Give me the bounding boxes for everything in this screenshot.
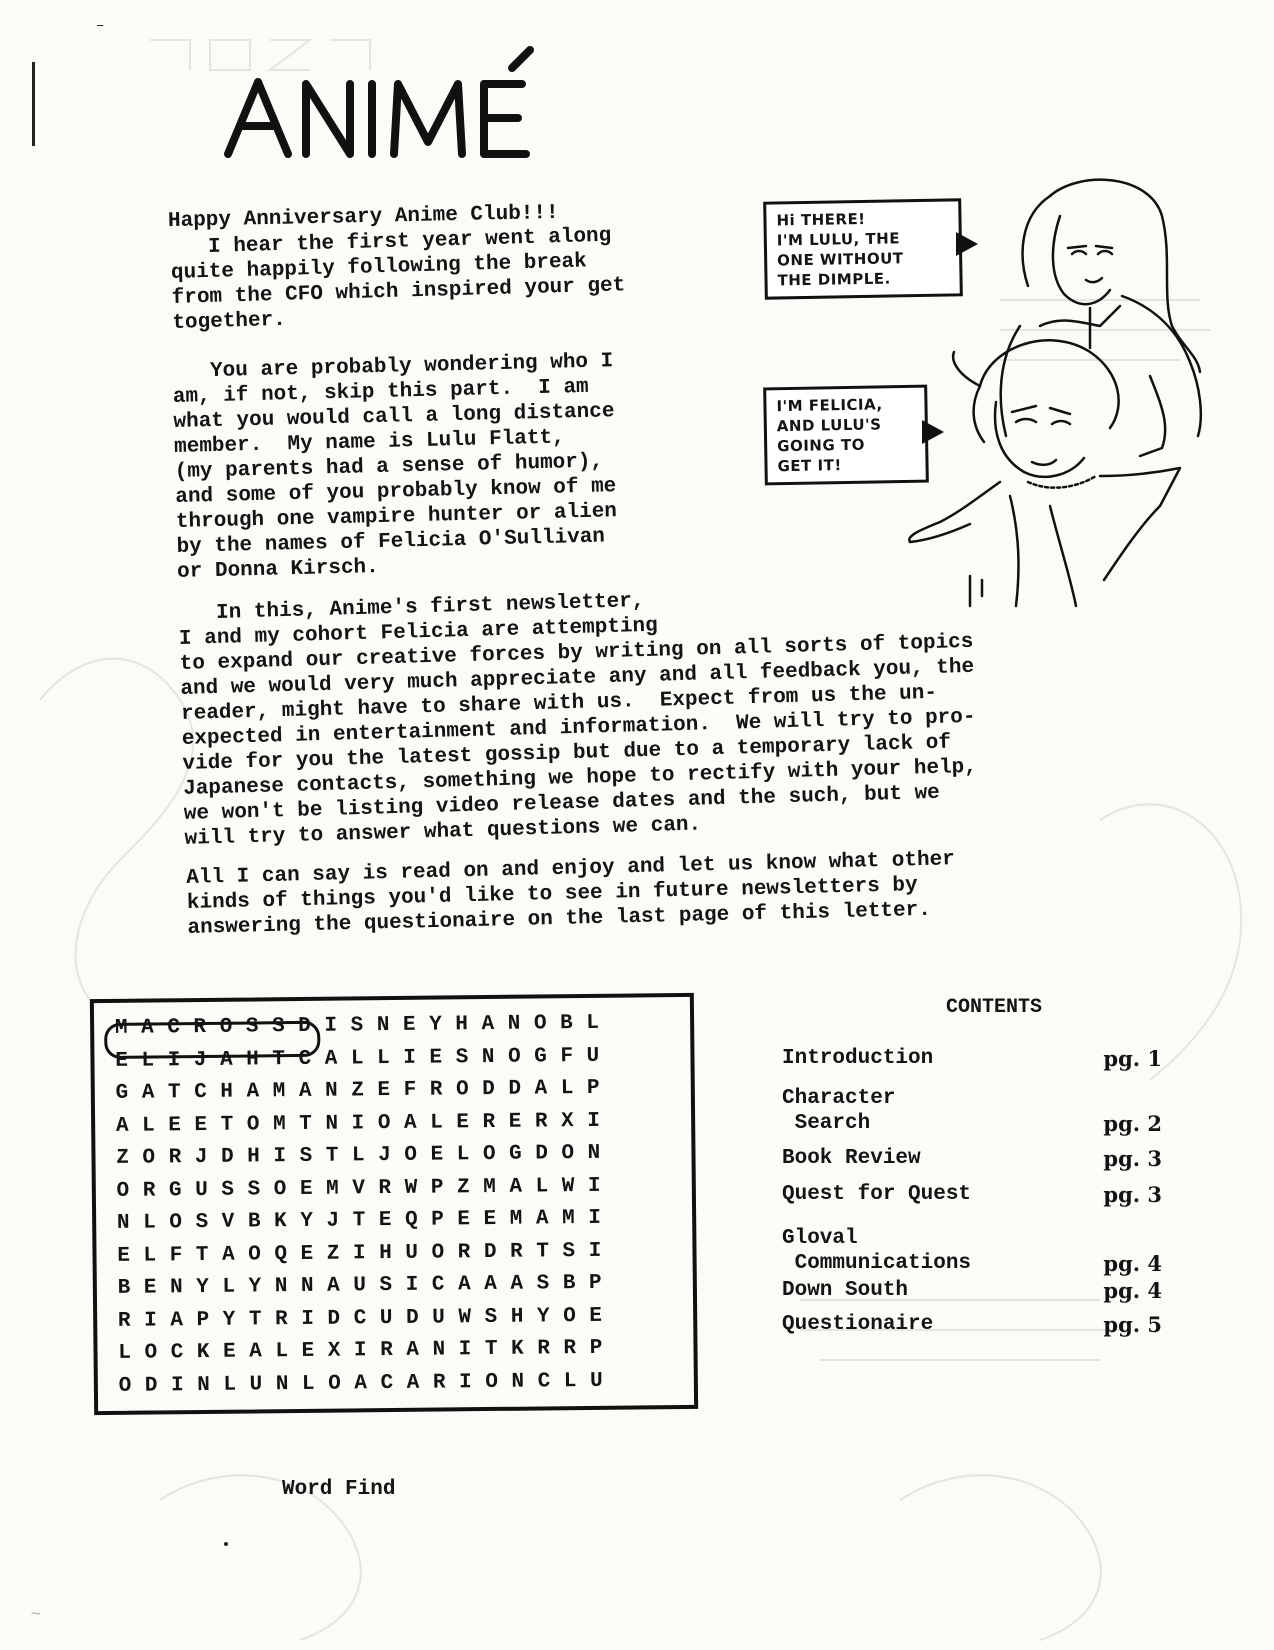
word-find-letter: E: [508, 1110, 522, 1134]
word-find-letter: N: [376, 1014, 390, 1038]
word-find-letter: O: [118, 1374, 132, 1398]
word-find-letter: O: [482, 1142, 496, 1167]
word-find-letter: O: [431, 1240, 445, 1265]
word-find-letter: N: [507, 1012, 521, 1036]
word-find-letter: E: [143, 1276, 157, 1300]
word-find-letter: P: [196, 1308, 210, 1332]
word-find-letter: I: [403, 1046, 417, 1070]
word-find-row: [110, 1239, 608, 1277]
word-find-letter: J: [378, 1144, 391, 1168]
corner-mark: –: [96, 18, 105, 34]
word-find-letter: I: [324, 1014, 338, 1038]
word-find-letter: C: [194, 1080, 207, 1105]
word-find-letter: E: [115, 1049, 128, 1073]
word-find-letter: U: [586, 1044, 600, 1068]
word-find-letter: N: [274, 1275, 288, 1299]
word-find-letter: O: [485, 1370, 499, 1394]
word-find-letter: A: [403, 1111, 417, 1135]
word-find-puzzle: [90, 993, 698, 1415]
word-find-letter: A: [457, 1273, 471, 1297]
toc-entry-label: Introduction: [782, 1047, 934, 1070]
paragraph-newsletter-purpose: In this, Anime's first newsletter, I and my cohort Felicia are attempting to expand our creative forces by writing on all sorts of topics and we would very much appreciate any and all feedback you, the reader, might have to share with us. Expect from us the un- expected in entertainment and information. We will try to pro- vide for you the latest gossip but due to a temporary lack of Japanese contacts, something we hope to rectify with your help, we won't be listing video release dates and the such, but we will try to answer what questions we can.: [178, 589, 978, 851]
toc-entry-page: pg. 3: [1103, 1182, 1162, 1207]
word-find-letter: T: [484, 1337, 498, 1362]
word-find-letter: O: [563, 1304, 576, 1328]
word-find-letter: D: [298, 1014, 311, 1038]
word-find-letter: L: [301, 1372, 315, 1396]
word-find-letter: H: [220, 1080, 234, 1104]
word-find-letter: H: [247, 1145, 260, 1169]
word-find-letter: R: [482, 1110, 496, 1134]
masthead-lettering: [222, 46, 582, 166]
word-find-letter: O: [144, 1341, 158, 1365]
word-find-letter: R: [378, 1176, 392, 1200]
word-find-letter: I: [458, 1338, 472, 1362]
word-find-letter: C: [167, 1016, 181, 1040]
word-find-letter: A: [327, 1274, 340, 1298]
word-find-letter: L: [223, 1373, 237, 1397]
word-find-letter: R: [168, 1146, 182, 1170]
word-find-letter: D: [482, 1077, 495, 1102]
word-find-letter: I: [351, 1111, 365, 1135]
corner-scribble: ~: [30, 1606, 42, 1622]
word-find-letter: L: [222, 1275, 236, 1299]
word-find-letter: O: [328, 1372, 341, 1396]
word-find-letter: U: [432, 1305, 445, 1330]
word-find-letter: P: [430, 1175, 444, 1200]
word-find-letter: R: [432, 1370, 446, 1395]
word-find-letter: T: [220, 1113, 234, 1137]
word-find-letter: N: [324, 1079, 338, 1103]
word-find-letter: S: [455, 1045, 469, 1069]
word-find-letter: G: [508, 1142, 522, 1166]
word-find-letter: N: [587, 1141, 601, 1165]
word-find-letter: R: [380, 1339, 393, 1363]
word-find-letter: S: [379, 1274, 393, 1298]
word-find-letter: B: [117, 1276, 131, 1300]
word-find-letter: U: [195, 1178, 208, 1202]
word-find-letter: X: [327, 1339, 341, 1363]
word-find-letter: D: [144, 1373, 158, 1398]
word-find-letter: R: [537, 1337, 551, 1361]
toc-entry-label: Character Search: [782, 1087, 896, 1135]
word-find-letter: L: [535, 1174, 549, 1199]
word-find-letter: U: [589, 1369, 603, 1393]
word-find-letter: I: [352, 1241, 366, 1265]
word-find-letter: S: [247, 1177, 261, 1202]
word-find-letter: V: [352, 1176, 366, 1200]
word-find-letter: A: [141, 1081, 155, 1105]
word-find-letter: T: [299, 1112, 312, 1136]
word-find-letter: E: [194, 1113, 208, 1137]
word-find-letter: S: [299, 1144, 313, 1168]
word-find-caption: Word Find: [282, 1478, 396, 1501]
word-find-letter: I: [588, 1206, 602, 1230]
word-find-letter: C: [431, 1273, 445, 1297]
word-find-letter: N: [432, 1338, 446, 1362]
word-find-letter: I: [587, 1109, 601, 1133]
margin-bar: [32, 62, 35, 146]
character-illustration: [900, 176, 1220, 616]
word-find-row: [108, 1044, 606, 1082]
word-find-letter: N: [511, 1370, 525, 1394]
paragraph-intro: I hear the first year went along quite happily following the break from the CFO which inspired your get together.: [170, 224, 626, 335]
word-find-letter: D: [483, 1240, 497, 1264]
word-find-letter: L: [143, 1211, 156, 1235]
word-find-letter: M: [325, 1177, 339, 1201]
toc-entry-page: pg. 4: [1103, 1251, 1162, 1276]
word-find-letter: S: [350, 1014, 364, 1038]
word-find-letter: M: [272, 1112, 286, 1136]
word-find-letter: S: [271, 1015, 285, 1039]
word-find-letter: Y: [222, 1308, 236, 1332]
word-find-letter: A: [406, 1371, 420, 1395]
word-find-letter: A: [115, 1114, 129, 1138]
word-find-letter: Z: [116, 1146, 130, 1170]
word-find-row: [109, 1077, 607, 1115]
word-find-letter: L: [118, 1341, 132, 1365]
word-find-letter: A: [219, 1048, 233, 1072]
speech-bubble-lulu: Hi THERE! I'M LULU, THE ONE WITHOUT THE DIMPLE.: [763, 198, 963, 299]
word-find-letter: E: [457, 1208, 471, 1232]
toc-entry-page: pg. 4: [1103, 1278, 1162, 1303]
word-find-letter: E: [168, 1113, 182, 1137]
word-find-letter: K: [511, 1337, 524, 1361]
word-find-letter: P: [586, 1076, 600, 1100]
word-find-letter: I: [144, 1308, 157, 1333]
word-find-letter: L: [275, 1340, 289, 1364]
word-find-letter: M: [509, 1207, 523, 1231]
word-find-letter: N: [325, 1112, 339, 1136]
word-find-letter: F: [169, 1243, 183, 1267]
word-find-letter: I: [405, 1273, 419, 1297]
word-find-letter: P: [588, 1271, 602, 1295]
word-find-letter: F: [403, 1078, 417, 1102]
greeting: Happy Anniversary Anime Club!!!: [167, 201, 559, 234]
word-find-letter: D: [327, 1307, 341, 1331]
word-find-letter: A: [324, 1047, 338, 1071]
word-find-letter: N: [116, 1211, 130, 1235]
word-find-letter: A: [510, 1272, 524, 1296]
toc-entry-label: Down South: [782, 1279, 909, 1302]
word-find-letter: E: [378, 1209, 392, 1233]
word-find-letter: S: [536, 1272, 550, 1296]
word-find-letter: T: [195, 1243, 209, 1267]
word-find-letter: N: [481, 1045, 495, 1069]
word-find-letter: B: [559, 1012, 573, 1036]
word-find-letter: J: [194, 1145, 208, 1170]
word-find-letter: G: [534, 1044, 547, 1069]
toc-entry-label: Questionaire: [782, 1313, 934, 1336]
masthead-logo: [222, 46, 582, 166]
word-find-letter: L: [377, 1046, 390, 1070]
word-find-letter: B: [562, 1272, 576, 1296]
toc-entry-page: pg. 3: [1103, 1146, 1162, 1171]
word-find-letter: D: [405, 1306, 419, 1330]
word-find-letter: E: [299, 1177, 313, 1201]
word-find-letter: E: [117, 1244, 131, 1268]
word-find-letter: E: [589, 1304, 603, 1328]
word-find-letter: C: [353, 1306, 367, 1330]
word-find-letter: T: [167, 1081, 181, 1105]
word-find-letter: F: [560, 1044, 574, 1068]
word-find-letter: I: [458, 1370, 472, 1394]
word-find-letter: K: [196, 1340, 210, 1365]
word-find-letter: S: [484, 1305, 498, 1329]
word-find-letter: M: [483, 1175, 496, 1199]
toc-entry-label: Book Review: [782, 1147, 921, 1170]
word-find-letter: A: [484, 1272, 497, 1297]
paragraph-about-author: You are probably wondering who I am, if not, skip this part. I am what you would call a long distance member. My name is Lulu Flatt, (my parents had a sense of humor), and some of you probably know of me through one vampire hunter or alien by the names of Felicia O'Sullivan or Donna Kirsch.: [172, 350, 618, 584]
word-find-letter: S: [245, 1015, 259, 1039]
word-find-letter: H: [510, 1305, 524, 1329]
word-find-letter: Y: [429, 1013, 442, 1037]
word-find-letter: R: [563, 1337, 577, 1361]
word-find-letter: L: [141, 1049, 155, 1073]
word-find-letter: H: [246, 1047, 259, 1072]
word-find-letter: R: [117, 1309, 131, 1333]
word-find-letter: O: [116, 1179, 130, 1203]
word-find-letter: R: [534, 1109, 548, 1134]
word-find-letter: O: [273, 1177, 287, 1201]
word-find-letter: T: [248, 1307, 262, 1332]
word-find-letter: D: [535, 1142, 548, 1166]
word-find-letter: H: [379, 1241, 392, 1265]
word-find-letter: C: [298, 1047, 312, 1071]
word-find-letter: T: [352, 1209, 366, 1233]
word-find-letter: Y: [300, 1209, 314, 1233]
word-find-letter: K: [273, 1210, 287, 1234]
word-find-letter: T: [272, 1047, 286, 1071]
word-find-letter: Q: [274, 1242, 288, 1266]
word-find-letter: O: [404, 1143, 418, 1167]
word-find-letter: E: [222, 1340, 236, 1364]
word-find-row: [108, 1012, 606, 1050]
word-find-letter: I: [170, 1373, 184, 1397]
word-find-letter: C: [537, 1369, 551, 1394]
word-find-letter: E: [430, 1143, 444, 1167]
word-find-letter: J: [193, 1048, 207, 1072]
word-find-letter: L: [563, 1369, 577, 1393]
word-find-letter: W: [404, 1176, 418, 1200]
word-find-letter: O: [561, 1142, 575, 1166]
word-find-row: [109, 1142, 607, 1180]
word-find-letter: N: [197, 1373, 210, 1397]
word-find-letter: L: [560, 1077, 574, 1101]
word-find-letter: A: [509, 1175, 523, 1199]
word-find-letter: R: [274, 1307, 288, 1331]
word-find-letter: O: [169, 1211, 183, 1235]
word-find-letter: P: [589, 1336, 603, 1360]
word-find-letter: D: [508, 1077, 522, 1101]
word-find-letter: S: [562, 1239, 576, 1263]
word-find-letter: I: [588, 1239, 602, 1263]
word-find-letter: L: [586, 1011, 600, 1035]
word-find-letter: I: [301, 1307, 315, 1331]
word-find-letter: A: [481, 1012, 495, 1037]
stray-dot: [224, 1542, 228, 1546]
word-find-letter: S: [221, 1178, 235, 1202]
word-find-letter: O: [246, 1112, 260, 1137]
word-find-letter: H: [455, 1013, 469, 1037]
word-find-grid: [108, 1012, 610, 1407]
word-find-letter: A: [246, 1080, 260, 1104]
word-find-letter: O: [248, 1242, 261, 1267]
word-find-letter: A: [140, 1016, 154, 1040]
word-find-letter: I: [587, 1174, 601, 1198]
word-find-letter: U: [249, 1372, 263, 1397]
word-find-letter: N: [300, 1274, 314, 1298]
word-find-letter: L: [142, 1114, 155, 1138]
word-find-letter: I: [353, 1339, 367, 1363]
word-find-letter: W: [561, 1174, 575, 1198]
word-find-letter: M: [562, 1207, 575, 1231]
word-find-letter: Z: [326, 1242, 340, 1266]
word-find-letter: G: [115, 1081, 129, 1105]
word-find-letter: R: [509, 1240, 523, 1264]
word-find-letter: L: [143, 1243, 157, 1268]
word-find-letter: L: [350, 1046, 364, 1070]
word-find-letter: E: [377, 1079, 391, 1103]
toc-entry-label: Gloval Communications: [782, 1227, 972, 1275]
word-find-letter: Y: [196, 1275, 209, 1300]
word-find-letter: E: [456, 1110, 470, 1134]
word-find-letter: M: [272, 1080, 286, 1104]
word-find-letter: Y: [248, 1275, 262, 1299]
word-find-row: [111, 1337, 609, 1375]
word-find-letter: A: [535, 1207, 549, 1231]
word-find-row: [112, 1369, 610, 1407]
word-find-letter: N: [169, 1276, 183, 1300]
speech-bubble-felicia: I'M FELICIA, AND LULU'S GOING TO GET IT!: [763, 385, 929, 486]
word-find-letter: O: [142, 1146, 156, 1170]
word-find-letter: R: [142, 1178, 156, 1203]
word-find-letter: L: [456, 1143, 470, 1167]
word-find-letter: U: [353, 1274, 367, 1298]
word-find-letter: T: [536, 1239, 550, 1264]
toc-entry-page: pg. 2: [1103, 1111, 1162, 1136]
word-find-letter: O: [219, 1015, 233, 1039]
word-find-letter: S: [195, 1210, 209, 1235]
toc-entry-page: pg. 1: [1103, 1046, 1162, 1071]
word-find-letter: Y: [536, 1304, 550, 1329]
word-find-letter: B: [247, 1210, 261, 1234]
word-find-letter: U: [405, 1241, 419, 1265]
word-find-letter: O: [455, 1078, 469, 1102]
paragraph-closing: All I can say is read on and enjoy and let us know what other kinds of things you'd like to see in future newsletters by answering the questionaire on the last page of this letter.: [186, 848, 956, 940]
word-find-letter: I: [273, 1145, 287, 1169]
word-find-letter: R: [457, 1240, 471, 1264]
word-find-letter: R: [429, 1078, 443, 1102]
word-find-letter: N: [275, 1372, 289, 1396]
toc-entry-label: Quest for Quest: [782, 1183, 972, 1206]
word-find-letter: W: [458, 1305, 472, 1329]
word-find-row: [110, 1174, 608, 1212]
word-find-letter: C: [380, 1371, 394, 1395]
word-find-letter: A: [406, 1338, 420, 1362]
word-find-letter: C: [170, 1341, 184, 1365]
contents-heading: CONTENTS: [946, 996, 1043, 1019]
word-find-letter: P: [431, 1208, 444, 1232]
word-find-letter: E: [483, 1207, 497, 1232]
word-find-letter: A: [298, 1079, 312, 1103]
word-find-letter: R: [193, 1015, 207, 1040]
word-find-letter: O: [533, 1012, 547, 1036]
word-find-letter: L: [351, 1144, 365, 1168]
word-find-letter: V: [221, 1210, 235, 1234]
word-find-letter: M: [114, 1016, 128, 1040]
word-find-letter: Q: [404, 1208, 418, 1232]
word-find-letter: A: [534, 1077, 548, 1101]
word-find-letter: X: [560, 1109, 574, 1133]
word-find-letter: I: [167, 1048, 181, 1072]
word-find-row: [109, 1109, 607, 1147]
word-find-letter: O: [507, 1045, 521, 1069]
word-find-row: [110, 1207, 608, 1245]
word-find-letter: A: [170, 1308, 184, 1332]
word-find-letter: A: [221, 1243, 235, 1267]
toc-entry-page: pg. 5: [1103, 1312, 1162, 1337]
word-find-letter: G: [168, 1178, 182, 1202]
word-find-letter: A: [354, 1371, 368, 1395]
word-find-letter: J: [326, 1209, 340, 1233]
word-find-row: [111, 1272, 609, 1310]
word-find-letter: E: [429, 1045, 443, 1070]
word-find-letter: Z: [351, 1079, 365, 1103]
word-find-letter: T: [325, 1144, 339, 1168]
word-find-letter: Z: [456, 1175, 470, 1199]
word-find-letter: L: [430, 1110, 443, 1135]
word-find-letter: U: [379, 1306, 393, 1330]
word-find-letter: D: [220, 1145, 234, 1169]
word-find-row: [111, 1304, 609, 1342]
word-find-letter: A: [249, 1340, 262, 1364]
word-find-letter: E: [301, 1339, 315, 1363]
word-find-letter: E: [300, 1242, 314, 1266]
word-find-letter: O: [377, 1111, 391, 1135]
lulu-and-felicia-drawing: [900, 176, 1220, 616]
word-find-letter: E: [402, 1013, 416, 1037]
